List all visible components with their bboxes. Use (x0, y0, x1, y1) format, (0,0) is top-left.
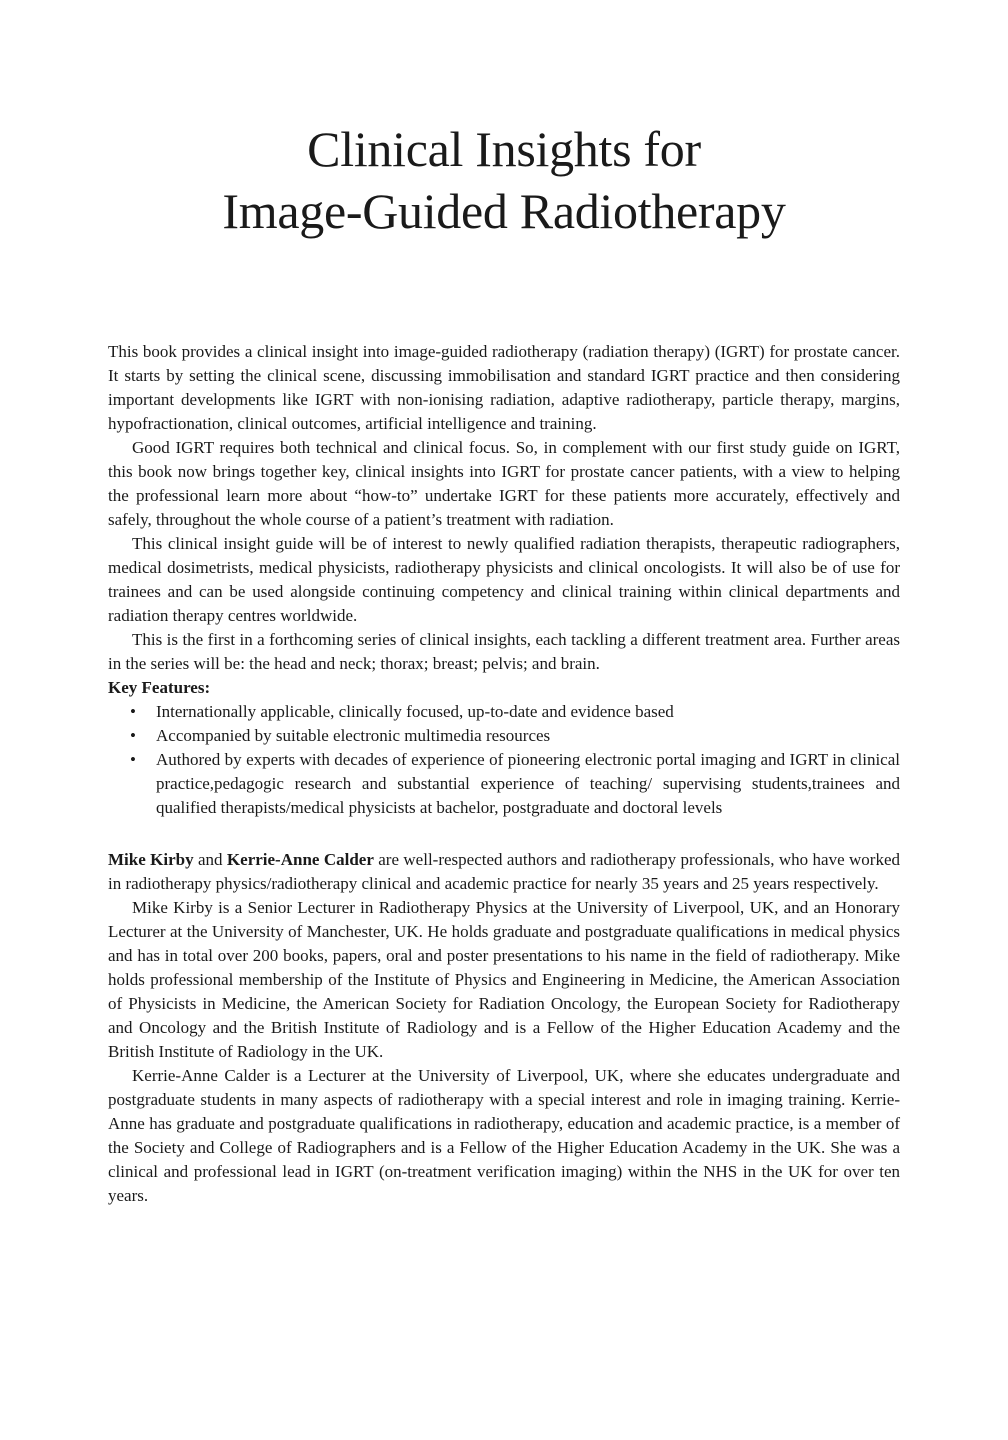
key-features-list (108, 700, 900, 820)
bullet-icon: • (130, 750, 136, 769)
author-name-2: Kerrie-Anne Calder (226, 850, 374, 869)
description-paragraph-4: This is the first in a forthcoming series of clinical insights, each tackling a different treatment area. Further areas in the series will be: the head and neck; thorax; breast; pelvis; and brain. (108, 630, 900, 673)
author-bio-1: Mike Kirby is a Senior Lecturer in Radiotherapy Physics at the University of Liverpool, UK, and an Honorary Lecturer at the University of Manchester, UK. He holds graduate and postgraduate qualifications in medical physics and has in total over 200 books, papers, oral and poster presentations to his name in the field of radiotherapy. Mike holds professional membership of the Institute of Physics and Engineering in Medicine, the American Association of Physicists in Medicine, the American Society for Radiation Oncology, the European Society for Radiotherapy and Oncology and the British Institute of Radiology and is a Fellow of the Higher Education Academy and the British Institute of Radiology in the UK. (108, 898, 900, 1061)
section-spacer (108, 820, 900, 848)
authors-intro (108, 848, 900, 896)
book-title-line-2: Image-Guided Radiotherapy (222, 183, 786, 239)
key-feature-text: Accompanied by suitable electronic multimedia resources (156, 726, 551, 745)
description-paragraph-2: Good IGRT requires both technical and clinical focus. So, in complement with our first study guide on IGRT, this book now brings together key, clinical insights into IGRT for prostate cancer patients, with a view to helping the professional learn more about “how-to” undertake IGRT for these patients more accurately, effectively and safely, throughout the whole course of a patient’s treatment with radiation. (108, 438, 900, 529)
key-features-heading: Key Features: (108, 678, 211, 697)
description-paragraph-3: This clinical insight guide will be of interest to newly qualified radiation therapists, therapeutic radiographers, medical dosimetrists, medical physicists, radiotherapy physicists and clinical oncologists. It will also be of use for trainees and can be used alongside continuing competency and clinical training within clinical departments and radiation therapy centres worldwide. (108, 534, 900, 625)
key-feature-item (108, 748, 900, 820)
key-feature-text: Internationally applicable, clinically focused, up-to-date and evidence based (156, 702, 674, 721)
book-title (0, 118, 1008, 242)
key-feature-item (108, 724, 900, 748)
bullet-icon: • (130, 726, 136, 745)
key-feature-item (108, 700, 900, 724)
description-paragraph-1: This book provides a clinical insight into image-guided radiotherapy (radiation therapy) (IGRT) for prostate cancer. It starts by setting the clinical scene, discussing immobilisation and standard IGRT practice and then considering important developments like IGRT with non-ionising radiation, adaptive radiotherapy, particle therapy, margins, hypofractionation, clinical outcomes, artificial intelligence and training. (108, 342, 900, 433)
book-title-line-1: Clinical Insights for (307, 121, 701, 177)
bullet-icon: • (130, 702, 136, 721)
authors-intro-text: are well-respected authors and radiotherapy professionals, who have worked in radiotherapy physics/radiotherapy clinical and academic practice for nearly 35 years and 25 years respectively. (108, 850, 900, 893)
author-bio-2: Kerrie-Anne Calder is a Lecturer at the University of Liverpool, UK, where she educates undergraduate and postgraduate students in many aspects of radiotherapy with a special interest and role in imaging training. Kerrie-Anne has graduate and postgraduate qualifications in radiotherapy, education and academic practice, is a member of the Society and College of Radiographers and is a Fellow of the Higher Education Academy in the UK. She was a clinical and professional lead in IGRT (on-treatment verification imaging) within the NHS in the UK for over ten years. (108, 1066, 900, 1205)
key-feature-text: Authored by experts with decades of experience of pioneering electronic portal imaging and IGRT in clinical practice,pedagogic research and substantial experience of teaching/ supervising students,trainees and qualified therapists/medical physicists at bachelor, postgraduate and doctoral levels (156, 750, 900, 817)
authors-conjunction: and (193, 850, 227, 869)
author-name-1: Mike Kirby (108, 850, 194, 869)
book-description (108, 340, 900, 1208)
